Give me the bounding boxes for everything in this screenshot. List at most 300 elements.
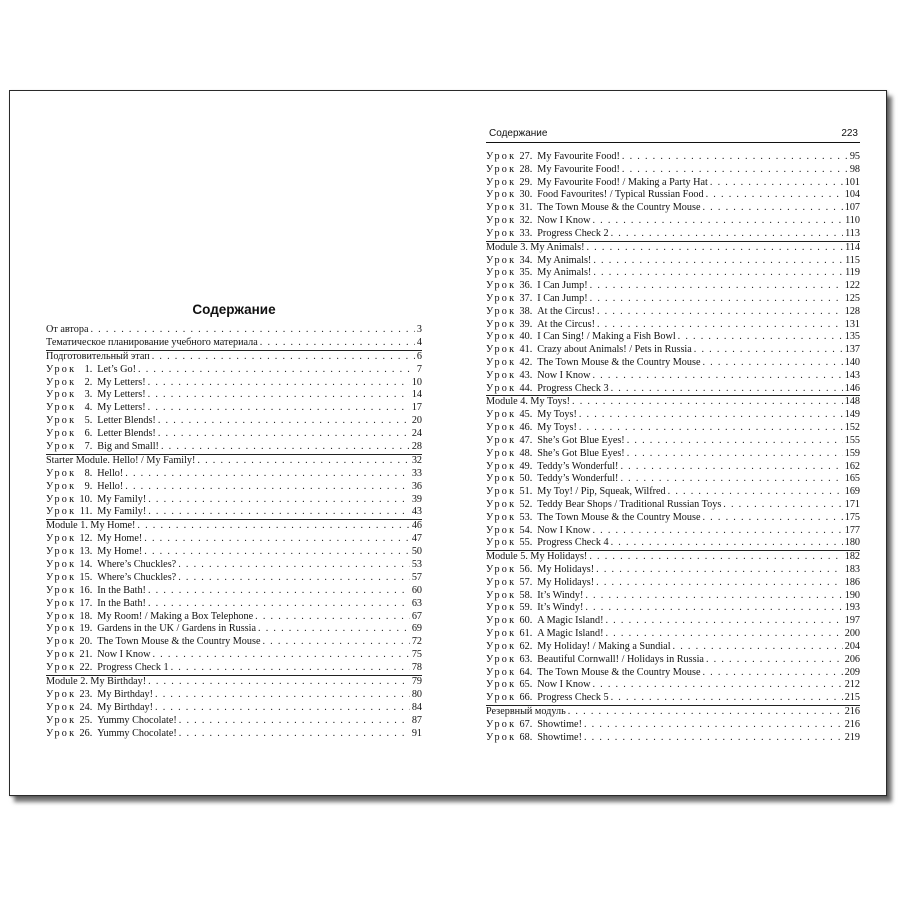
running-head-title: Содержание [489, 128, 548, 139]
lesson-prefix: Урок [486, 176, 517, 188]
lesson-title: Where’s Chuckles? [97, 571, 177, 583]
toc-lesson-entry [46, 611, 422, 624]
lesson-number: 58. [519, 589, 533, 601]
page-ref: 69 [411, 623, 422, 635]
dot-leader [255, 611, 410, 624]
dot-leader [593, 255, 843, 268]
lesson-number: 63. [519, 653, 533, 665]
toc-lesson-entry [486, 732, 860, 745]
toc-title: Содержание [192, 302, 276, 317]
lesson-prefix: Урок [486, 666, 517, 678]
lesson-prefix: Урок [486, 382, 517, 394]
toc-lesson-entry [486, 319, 860, 332]
section-title: Module 2. My Birthday! [46, 676, 147, 688]
lesson-prefix: Урок [486, 202, 517, 214]
dot-leader [144, 546, 410, 559]
lesson-prefix: Урок [486, 524, 517, 536]
dot-leader [702, 357, 842, 370]
dot-leader [627, 448, 843, 461]
lesson-title: My Letters! [97, 389, 146, 401]
page-ref: 43 [411, 506, 422, 518]
toc-lesson-entry [46, 636, 422, 649]
toc-lesson-entry [486, 344, 860, 357]
lesson-number: 15. [79, 571, 93, 583]
lesson-prefix: Урок [486, 151, 517, 162]
lesson-title: I Can Sing! / Making a Fish Bowl [537, 331, 676, 343]
lesson-title: My Birthday! [97, 688, 154, 700]
toc-lesson-entry [46, 402, 422, 415]
toc-lesson-entry [46, 559, 422, 572]
lesson-number: 8. [84, 467, 93, 479]
lesson-title: Now I Know [537, 215, 591, 227]
lesson-title: My Toy! / Pip, Squeak, Wilfred [537, 486, 666, 498]
toc-lesson-entry [486, 719, 860, 732]
lesson-prefix: Урок [486, 731, 517, 743]
toc-lesson-entry [486, 512, 860, 525]
toc-lesson-entry [46, 506, 422, 519]
dot-leader [262, 636, 409, 649]
lesson-prefix: Урок [486, 628, 517, 640]
page-ref: 216 [844, 718, 860, 730]
lesson-number: 45. [519, 409, 533, 421]
toc-lesson-entry [486, 267, 860, 280]
toc-lesson-entry [486, 525, 860, 538]
lesson-prefix: Урок [486, 318, 517, 330]
lesson-number: 30. [519, 189, 533, 201]
toc-lesson-entry [486, 422, 860, 435]
lesson-number: 32. [519, 215, 533, 227]
lesson-number: 41. [519, 344, 533, 356]
toc-section-entry [46, 675, 422, 689]
toc-lesson-entry [486, 564, 860, 577]
lesson-number: 36. [519, 280, 533, 292]
toc-lesson-entry [46, 572, 422, 585]
lesson-title: Gardens in the UK / Gardens in Russia [97, 623, 256, 635]
lesson-prefix: Урок [486, 267, 517, 279]
page-ref: 155 [844, 434, 860, 446]
lesson-title: Let’s Go! [97, 363, 137, 375]
dot-leader [620, 461, 842, 474]
dot-leader [596, 577, 843, 590]
toc-lesson-entry [486, 537, 860, 550]
toc-lesson-entry [46, 649, 422, 662]
toc-lesson-entry [486, 331, 860, 344]
dot-leader [148, 585, 410, 598]
toc-lesson-entry [486, 383, 860, 396]
toc-lesson-entry [46, 415, 422, 428]
lesson-prefix: Урок [46, 402, 77, 414]
page-ref: 95 [849, 151, 860, 162]
toc-lesson-entry [486, 448, 860, 461]
lesson-title: Progress Check 1 [97, 662, 169, 674]
lesson-prefix: Урок [486, 653, 517, 665]
lesson-title: A Magic Island! [537, 615, 604, 627]
lesson-number: 14. [79, 559, 93, 571]
lesson-prefix: Урок [486, 447, 517, 459]
page-ref: 28 [411, 441, 422, 453]
lesson-title: My Room! / Making a Box Telephone [97, 610, 254, 622]
toc-lesson-entry [486, 255, 860, 268]
lesson-number: 65. [519, 679, 533, 691]
lesson-number: 61. [519, 628, 533, 640]
page-ref: 204 [844, 640, 860, 652]
toc-section-entry [46, 350, 422, 364]
lesson-title: Teddy’s Wonderful! [537, 460, 619, 472]
dot-leader [668, 486, 843, 499]
toc-lesson-entry [486, 615, 860, 628]
lesson-title: Showtime! [537, 718, 582, 730]
lesson-title: I Can Jump! [537, 280, 588, 292]
lesson-prefix: Урок [46, 546, 77, 558]
lesson-number: 28. [519, 163, 533, 175]
lesson-title: The Town Mouse & the Country Mouse [537, 202, 701, 214]
lesson-prefix: Урок [46, 714, 77, 726]
dot-leader [158, 428, 410, 441]
lesson-prefix: Урок [486, 460, 517, 472]
dot-leader [155, 702, 410, 715]
lesson-title: In the Bath! [97, 597, 146, 609]
dot-leader [158, 415, 410, 428]
lesson-prefix: Урок [486, 409, 517, 421]
page-ref: 193 [844, 602, 860, 614]
toc-lesson-entry [486, 628, 860, 641]
lesson-prefix: Урок [46, 441, 77, 453]
lesson-prefix: Урок [486, 189, 517, 201]
page-ref: 146 [844, 382, 860, 394]
lesson-title: My Home! [97, 533, 143, 545]
lesson-prefix: Урок [46, 727, 77, 739]
dot-leader [148, 389, 410, 402]
page-ref: 104 [844, 189, 860, 201]
dot-leader [678, 331, 843, 344]
lesson-title: My Toys! [537, 422, 577, 434]
toc-lesson-entry [486, 280, 860, 293]
page-ref: 36 [411, 480, 422, 492]
toc-lesson-entry [486, 228, 860, 241]
dot-leader [590, 293, 843, 306]
lesson-number: 27. [519, 151, 533, 162]
lesson-prefix: Урок [486, 602, 517, 614]
lesson-number: 57. [519, 576, 533, 588]
lesson-prefix: Урок [46, 506, 77, 518]
lesson-title: Now I Know [537, 524, 591, 536]
lesson-title: Where’s Chuckles? [97, 559, 177, 571]
page-ref: 169 [844, 486, 860, 498]
dot-leader [148, 402, 410, 415]
page-ref: 53 [411, 559, 422, 571]
lesson-title: The Town Mouse & the Country Mouse [537, 357, 701, 368]
lesson-number: 22. [79, 662, 93, 674]
lesson-number: 42. [519, 357, 533, 368]
dot-leader [260, 337, 415, 350]
toc-lesson-entry [46, 377, 422, 390]
lesson-title: Yummy Chocolate! [97, 727, 177, 739]
lesson-number: 13. [79, 546, 93, 558]
lesson-title: Now I Know [537, 679, 591, 691]
page-ref: 140 [844, 357, 860, 368]
page-ref: 171 [844, 498, 860, 510]
dot-leader [706, 654, 843, 667]
page-ref: 57 [411, 571, 422, 583]
toc-lesson-entry [486, 306, 860, 319]
lesson-number: 38. [519, 305, 533, 317]
lesson-prefix: Урок [486, 344, 517, 356]
toc-section-entry [486, 395, 860, 409]
page-ref: 50 [411, 546, 422, 558]
dot-leader [586, 242, 843, 255]
lesson-prefix: Урок [46, 701, 77, 713]
page-ref: 115 [845, 254, 860, 266]
toc-lesson-entry [486, 370, 860, 383]
dot-leader [592, 215, 843, 228]
lesson-number: 39. [519, 318, 533, 330]
toc-list-right [486, 151, 860, 744]
toc-lesson-entry [46, 728, 422, 741]
lesson-number: 60. [519, 615, 533, 627]
dot-leader [622, 164, 848, 177]
page-ref: 152 [844, 422, 860, 434]
toc-lesson-entry [486, 151, 860, 164]
lesson-title: Progress Check 3 [537, 382, 609, 394]
dot-leader [584, 719, 843, 732]
lesson-title: Showtime! [537, 731, 582, 743]
page-ref: 47 [411, 533, 422, 545]
toc-section-entry [46, 519, 422, 533]
lesson-number: 62. [519, 640, 533, 652]
lesson-prefix: Урок [486, 434, 517, 446]
section-title: Резервный модуль [486, 705, 566, 717]
toc-lesson-entry [486, 409, 860, 422]
lesson-number: 9. [84, 480, 93, 492]
lesson-prefix: Урок [46, 610, 77, 622]
lesson-title: Now I Know [97, 649, 151, 661]
lesson-number: 48. [519, 447, 533, 459]
toc-lesson-entry [46, 546, 422, 559]
lesson-prefix: Урок [486, 498, 517, 510]
lesson-number: 68. [519, 731, 533, 743]
dot-leader [178, 572, 410, 585]
toc-lesson-entry [486, 202, 860, 215]
toc-lesson-entry [46, 389, 422, 402]
lesson-prefix: Урок [46, 376, 77, 388]
section-title: От автора [46, 324, 89, 335]
lesson-number: 35. [519, 267, 533, 279]
lesson-prefix: Урок [46, 415, 77, 427]
toc-lesson-entry [46, 662, 422, 675]
dot-leader [592, 370, 842, 383]
lesson-prefix: Урок [486, 615, 517, 627]
lesson-title: In the Bath! [97, 584, 146, 596]
lesson-number: 33. [519, 227, 533, 239]
dot-leader [611, 537, 843, 550]
lesson-number: 24. [79, 701, 93, 713]
lesson-number: 31. [519, 202, 533, 214]
lesson-title: The Town Mouse & the Country Mouse [537, 511, 701, 523]
page-ref: 80 [411, 688, 422, 700]
lesson-number: 10. [79, 493, 93, 505]
lesson-prefix: Урок [46, 584, 77, 596]
toc-lesson-entry [486, 189, 860, 202]
toc-lesson-entry [46, 441, 422, 454]
page-ref: 206 [844, 653, 860, 665]
dot-leader [702, 667, 842, 680]
toc-lesson-entry [46, 428, 422, 441]
page-ref: 91 [411, 727, 422, 739]
toc-lesson-entry [486, 435, 860, 448]
dot-leader [179, 715, 410, 728]
toc-section-entry [486, 241, 860, 255]
lesson-title: Crazy about Animals! / Pets in Russia [537, 344, 692, 356]
lesson-title: My Favourite Food! [537, 151, 620, 162]
lesson-title: At the Circus! [537, 318, 595, 330]
lesson-number: 11. [79, 506, 93, 518]
lesson-title: At the Circus! [537, 305, 595, 317]
dot-leader [723, 499, 842, 512]
page-ref: 107 [844, 202, 860, 214]
lesson-number: 51. [519, 486, 533, 498]
dot-leader [584, 732, 843, 745]
lesson-number: 5. [84, 415, 93, 427]
toc-lesson-entry [486, 602, 860, 615]
lesson-prefix: Урок [486, 163, 517, 175]
lesson-number: 16. [79, 584, 93, 596]
toc-lesson-entry [486, 177, 860, 190]
lesson-number: 29. [519, 176, 533, 188]
dot-leader [593, 267, 843, 280]
lesson-number: 49. [519, 460, 533, 472]
dot-leader [148, 676, 410, 689]
toc-section-entry [46, 454, 422, 468]
lesson-title: My Family! [97, 506, 147, 518]
lesson-number: 26. [79, 727, 93, 739]
section-title: Тематическое планирование учебного материала [46, 336, 258, 348]
page-ref: 128 [844, 305, 860, 317]
lesson-number: 44. [519, 382, 533, 394]
lesson-prefix: Урок [486, 511, 517, 523]
dot-leader [579, 422, 843, 435]
lesson-title: My Letters! [97, 402, 146, 414]
lesson-prefix: Урок [46, 636, 77, 648]
page-ref: 24 [411, 428, 422, 440]
dot-leader [590, 280, 843, 293]
dot-leader [152, 351, 415, 364]
page-ref: 119 [845, 267, 860, 279]
page-ref: 87 [411, 714, 422, 726]
page-ref: 212 [844, 679, 860, 691]
page-ref: 148 [844, 396, 860, 408]
page-ref: 17 [411, 402, 422, 414]
dot-leader [161, 441, 410, 454]
lesson-prefix: Урок [486, 227, 517, 239]
dot-leader [596, 564, 843, 577]
toc-list-left [46, 324, 422, 741]
lesson-number: 46. [519, 422, 533, 434]
lesson-prefix: Урок [486, 537, 517, 549]
lesson-number: 6. [84, 428, 93, 440]
lesson-title: My Letters! [97, 376, 146, 388]
page-ref: 159 [844, 447, 860, 459]
dot-leader [125, 468, 410, 481]
toc-lesson-entry [486, 461, 860, 474]
toc-lesson-entry [486, 164, 860, 177]
lesson-number: 43. [519, 369, 533, 381]
lesson-number: 3. [84, 389, 93, 401]
page-ref: 200 [844, 628, 860, 640]
toc-lesson-entry [46, 598, 422, 611]
dot-leader [706, 189, 843, 202]
lesson-prefix: Урок [46, 623, 77, 635]
toc-lesson-entry [486, 590, 860, 603]
lesson-title: It’s Windy! [537, 589, 584, 601]
lesson-title: Now I Know [537, 369, 591, 381]
dot-leader [694, 344, 843, 357]
lesson-title: Big and Small! [97, 441, 159, 453]
page-ref: 4 [416, 336, 422, 348]
page-ref: 32 [411, 454, 422, 466]
lesson-title: My Holidays! [537, 564, 595, 575]
page-ref: 78 [411, 662, 422, 674]
dot-leader [579, 409, 843, 422]
page-ref: 14 [411, 389, 422, 401]
dot-leader [179, 728, 410, 741]
lesson-prefix: Урок [486, 564, 517, 575]
lesson-title: My Family! [97, 493, 147, 505]
lesson-title: I Can Jump! [537, 292, 588, 304]
dot-leader [702, 512, 842, 525]
page-ref: 114 [845, 241, 860, 253]
dot-leader [585, 602, 842, 615]
dot-leader [155, 689, 410, 702]
page-ref: 75 [411, 649, 422, 661]
page-ref: 60 [411, 584, 422, 596]
lesson-prefix: Урок [486, 486, 517, 498]
lesson-number: 50. [519, 473, 533, 485]
lesson-number: 53. [519, 511, 533, 523]
book-spread [9, 90, 887, 796]
lesson-title: Progress Check 5 [537, 692, 609, 704]
page-ref: 6 [416, 350, 422, 362]
lesson-number: 34. [519, 254, 533, 266]
page-ref: 219 [844, 731, 860, 743]
page-ref: 137 [844, 344, 860, 356]
lesson-title: The Town Mouse & the Country Mouse [97, 636, 261, 648]
section-title: Module 5. My Holidays! [486, 551, 588, 563]
toc-lesson-entry [486, 215, 860, 228]
page-number: 223 [841, 128, 858, 139]
lesson-number: 19. [79, 623, 93, 635]
lesson-title: My Favourite Food! / Making a Party Hat [537, 176, 708, 188]
lesson-prefix: Урок [486, 215, 517, 227]
page-ref: 216 [844, 705, 860, 717]
lesson-number: 1. [84, 363, 93, 375]
dot-leader [611, 228, 844, 241]
dot-leader [178, 559, 410, 572]
toc-section-entry [486, 705, 860, 719]
toc-section-entry [486, 550, 860, 564]
toc-lesson-entry [46, 715, 422, 728]
lesson-prefix: Урок [486, 331, 517, 343]
toc-lesson-entry [46, 494, 422, 507]
lesson-prefix: Урок [46, 363, 77, 375]
lesson-prefix: Урок [46, 480, 77, 492]
lesson-prefix: Урок [46, 533, 77, 545]
lesson-number: 25. [79, 714, 93, 726]
lesson-prefix: Урок [486, 679, 517, 691]
dot-leader [148, 506, 410, 519]
lesson-prefix: Урок [46, 688, 77, 700]
lesson-number: 21. [79, 649, 93, 661]
lesson-number: 55. [519, 537, 533, 549]
